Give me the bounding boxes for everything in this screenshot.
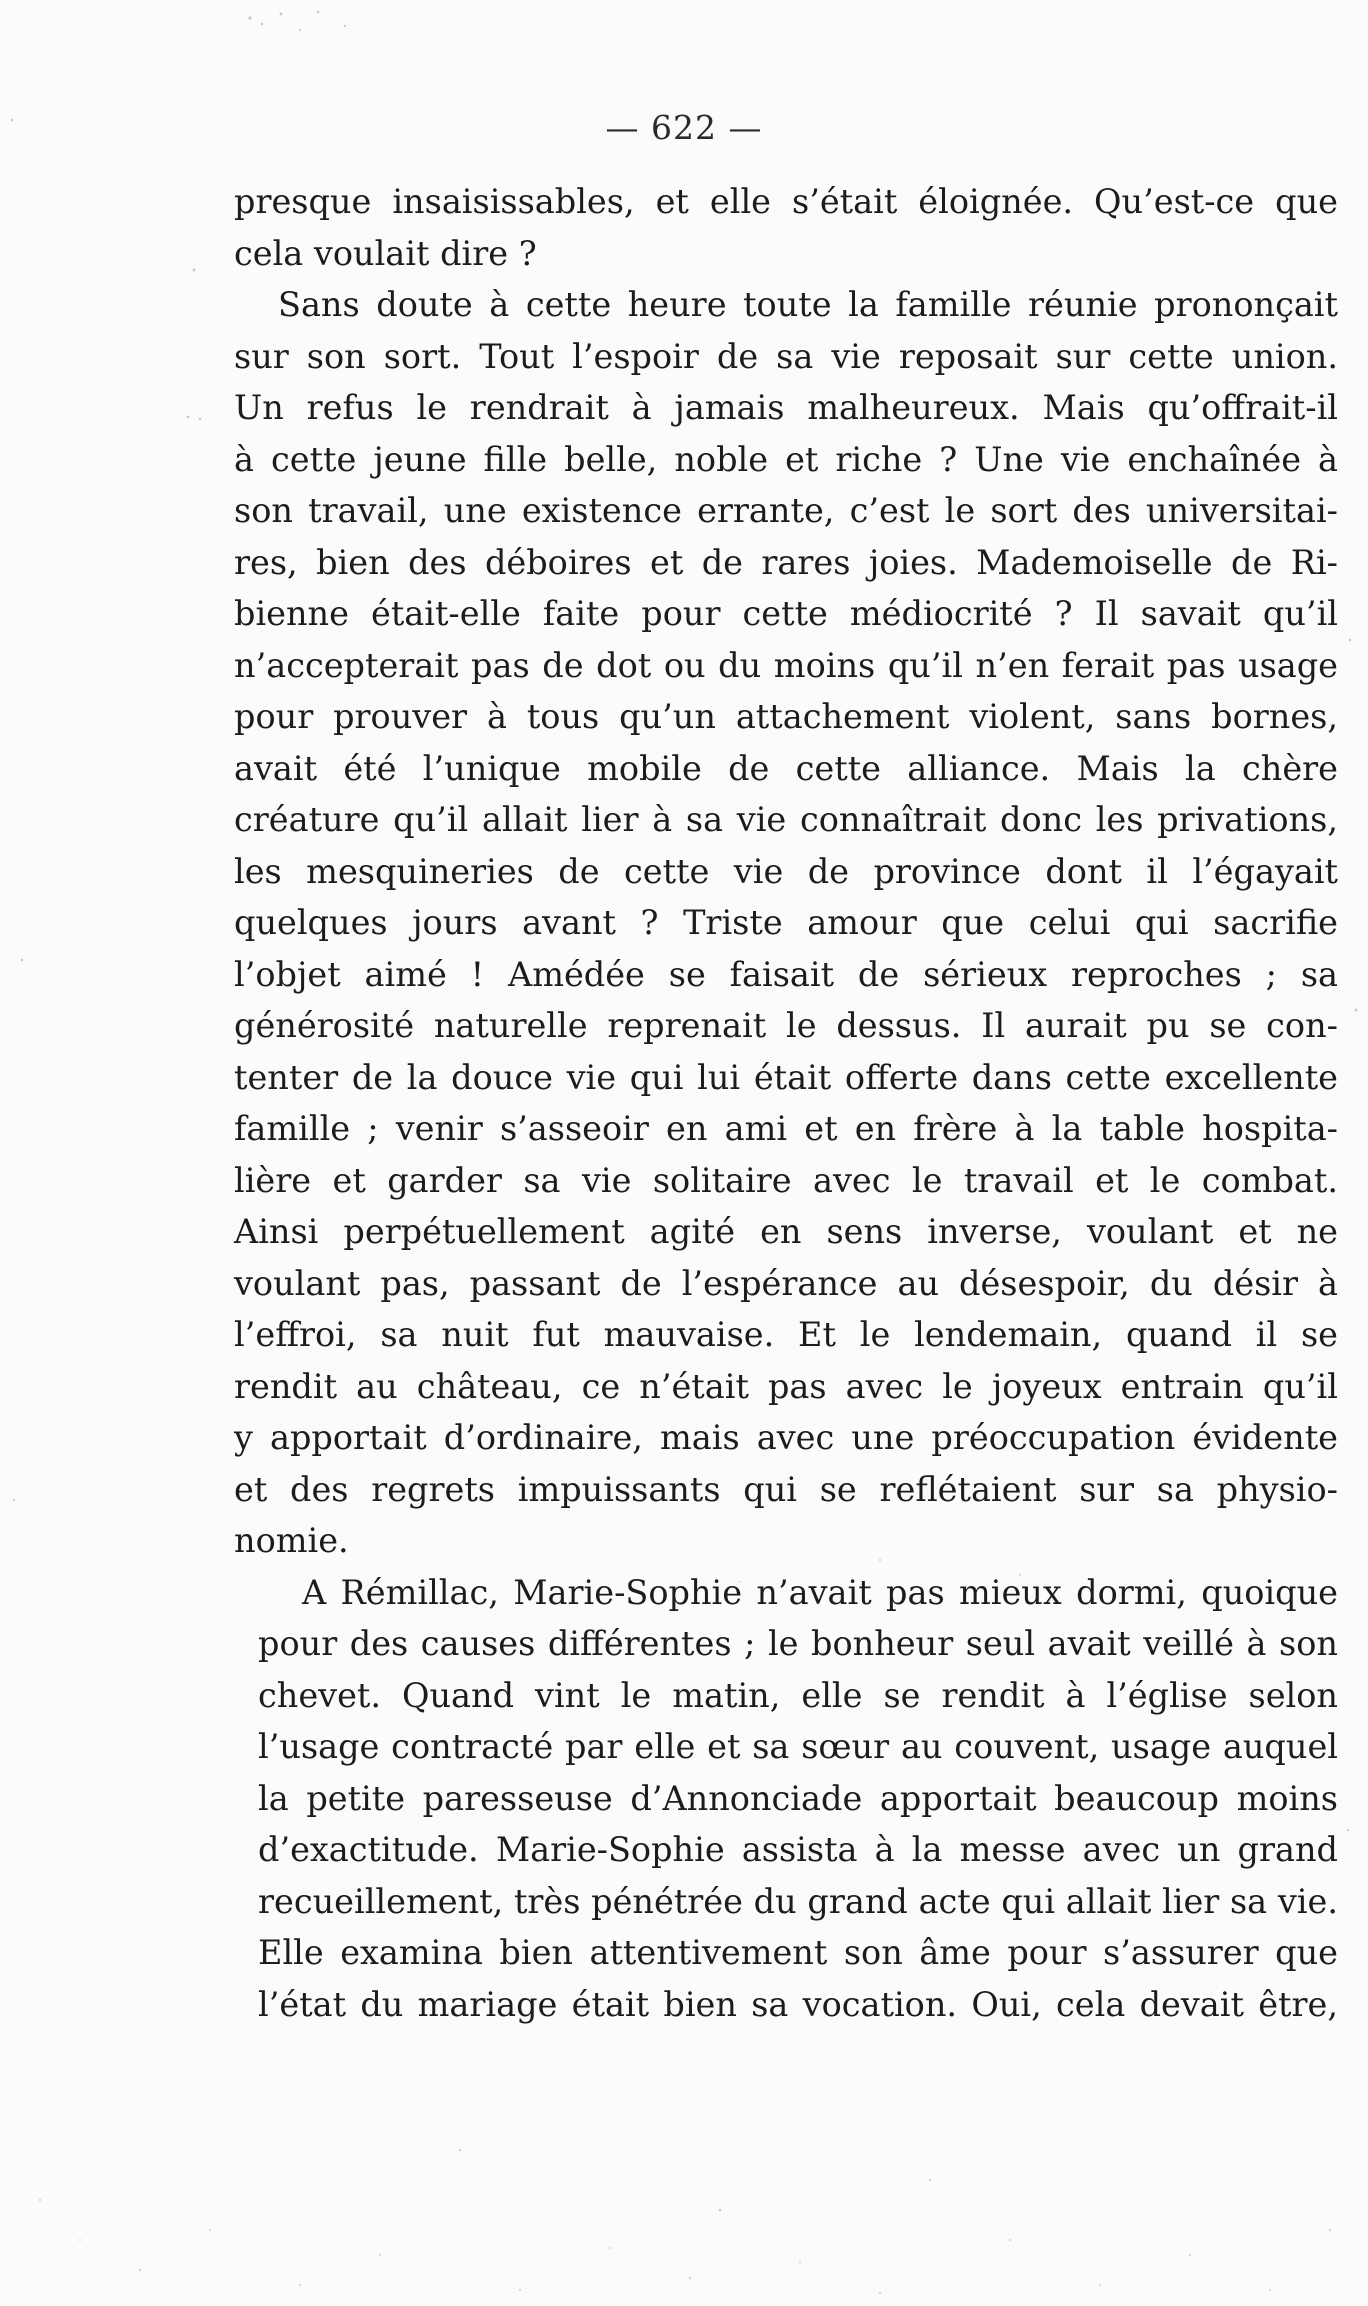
text-line: presque insaisissables, et elle s’était éloignée. Qu’est-ce que [234, 182, 1338, 221]
text-line: créature qu’il allait lier à sa vie connaîtrait donc les privations, [234, 800, 1338, 839]
text-line: n’accepterait pas de dot ou du moins qu’il n’en ferait pas usage [234, 645, 1338, 685]
text-line: Sans doute à cette heure toute la famille réunie prononçait [278, 285, 1338, 324]
paragraph [234, 176, 1338, 279]
text-line: l’objet aimé ! Amédée se faisait de sérieux reproches ; sa [234, 954, 1338, 994]
text-line: générosité naturelle reprenait le dessus. Il aurait pu se con- [234, 1006, 1338, 1045]
text-line: son travail, une existence errante, c’est le sort des universitai- [234, 491, 1338, 530]
text-line: pour des causes différentes ; le bonheur seul avait veillé à son [258, 1624, 1338, 1663]
text-line: sur son sort. Tout l’espoir de sa vie reposait sur cette union. [234, 336, 1338, 376]
text-line: tenter de la douce vie qui lui était offerte dans cette excellente [234, 1057, 1338, 1097]
text-line: bienne était-elle faite pour cette médiocrité ? Il savait qu’il [234, 594, 1338, 633]
page-body [234, 176, 1338, 2030]
paragraph [234, 1567, 1338, 2031]
text-line: Ainsi perpétuellement agité en sens inverse, voulant et ne [234, 1212, 1338, 1251]
text-line: avait été l’unique mobile de cette alliance. Mais la chère [234, 748, 1338, 788]
text-line: l’état du mariage était bien sa vocation. Oui, cela devait être, [258, 1984, 1338, 2024]
text-line: recueillement, très pénétrée du grand acte qui allait lier sa vie. [258, 1881, 1338, 1921]
text-line: pour prouver à tous qu’un attachement violent, sans bornes, [234, 697, 1338, 736]
text-line: la petite paresseuse d’Annonciade apportait beaucoup moins [258, 1778, 1338, 1818]
text-line: et des regrets impuissants qui se reflétaient sur sa physio- [234, 1469, 1338, 1509]
text-line: l’usage contracté par elle et sa sœur au couvent, usage auquel [258, 1727, 1338, 1766]
text-line: Elle examina bien attentivement son âme pour s’assurer que [258, 1933, 1338, 1972]
text-line: cela voulait dire ? [234, 233, 537, 273]
text-line: chevet. Quand vint le matin, elle se rendit à l’église selon [258, 1675, 1338, 1715]
text-line: l’effroi, sa nuit fut mauvaise. Et le lendemain, quand il se [234, 1315, 1338, 1354]
text-line: nomie. [234, 1521, 349, 1560]
text-line: les mesquineries de cette vie de province dont il l’égayait [234, 851, 1338, 891]
text-line: famille ; venir s’asseoir en ami et en frère à la table hospita- [234, 1109, 1338, 1148]
text-line: A Rémillac, Marie-Sophie n’avait pas mieux dormi, quoique [302, 1572, 1338, 1612]
text-line: rendit au château, ce n’était pas avec le joyeux entrain qu’il [234, 1366, 1338, 1406]
text-line: à cette jeune fille belle, noble et riche ? Une vie enchaînée à [234, 439, 1338, 479]
text-line: voulant pas, passant de l’espérance au désespoir, du désir à [234, 1263, 1338, 1303]
text-line: Un refus le rendrait à jamais malheureux. Mais qu’offrait-il [234, 388, 1338, 427]
text-line: y apportait d’ordinaire, mais avec une préoccupation évidente [234, 1418, 1338, 1457]
page-number: — 622 — [605, 108, 763, 147]
paragraph [234, 279, 1338, 1567]
text-line: lière et garder sa vie solitaire avec le travail et le combat. [234, 1160, 1338, 1200]
text-line: quelques jours avant ? Triste amour que celui qui sacrifie [234, 903, 1338, 942]
text-line: d’exactitude. Marie-Sophie assista à la messe avec un grand [258, 1830, 1338, 1869]
text-line: res, bien des déboires et de rares joies. Mademoiselle de Ri- [234, 542, 1338, 582]
